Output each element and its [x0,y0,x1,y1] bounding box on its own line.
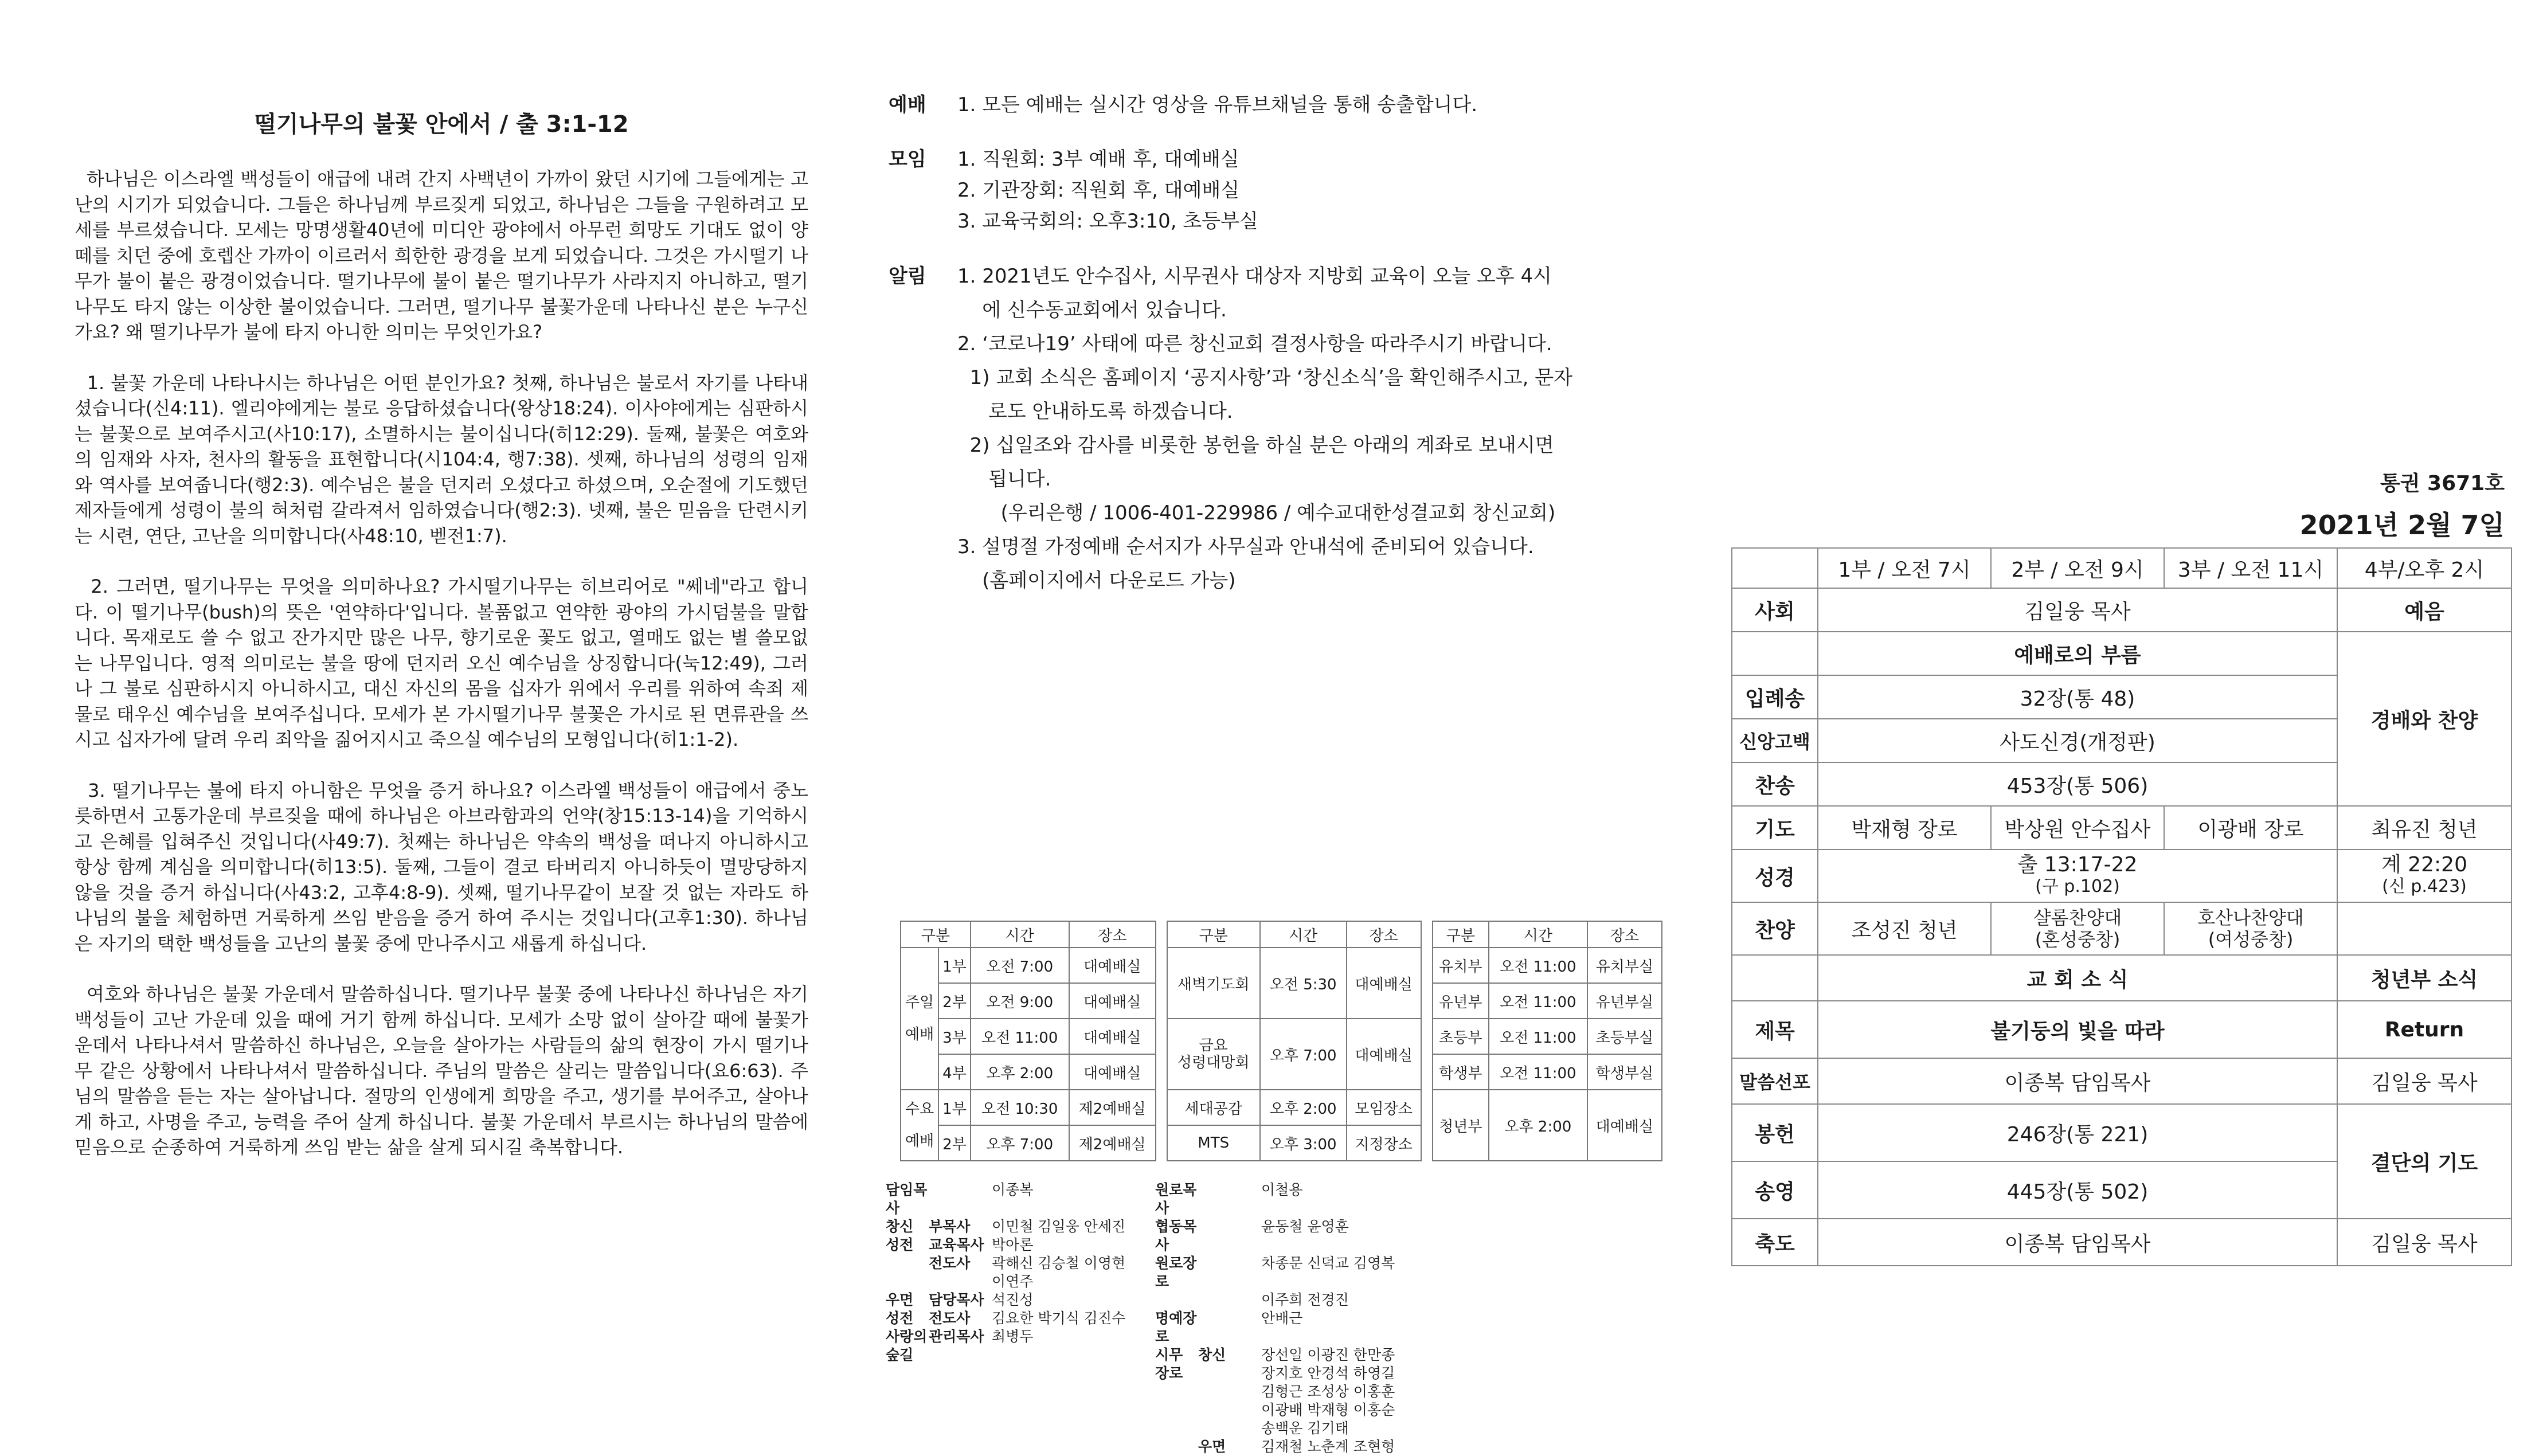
service-header: 4부/오후 2시 [2337,548,2511,588]
schedule-cell: 오후 7:00 [971,1125,1069,1161]
schedule-cell: 모임장소 [1347,1090,1421,1125]
schedule-cell: 2부 [938,983,970,1019]
staff-names: 곽해신 김승철 이영현 [992,1255,1126,1271]
staff-role: 원로목사 [1155,1181,1197,1216]
order-label: 사회 [1732,588,1818,632]
staff-role: 시무 [1155,1347,1183,1363]
order-youth: 청년부 소식 [2337,955,2511,1001]
schedule-header: 장소 [1069,921,1156,948]
staff-role [1155,1383,1198,1401]
staff-role [1198,1291,1261,1309]
notice-line: (홈페이지에서 다운로드 가능) [957,569,1236,592]
staff-role [1198,1254,1261,1291]
staff-role: 협동목사 [1155,1218,1197,1253]
staff-role: 숲길 [886,1347,914,1363]
sermon-paragraph: 하나님은 이스라엘 백성들이 애급에 내려 간지 사백년이 가까이 왔던 시기에 그들에게는 고난의 시기가 되었습니다. 그들은 하나님께 부르짖게 되었고, 하나님은 그들을 구원하려고 모세를 부르셨습니다. 모세는 망명생활40년에 미디안 광야에서 아무런 희망도 기대도 없이 양떼를 치던 중에 호렙산 가까이 이르러서 희한한 광경을 보게 되었습니다. 그것은 가시떨기 나무가 불이 붙은 광경이었습니다. 떨기나무에 불이 붙은 떨기나무가 사라지지 아니하고, 떨기나무도 타지 않는 이상한 불이었습니다. 그러면, 떨기나무 불꽃가운데 나타나신 분은 누구신가요? 왜 떨기나무가 불에 타지 아니한 의미는 무엇인가요? [75,168,809,343]
staff-row [1155,1291,1402,1309]
order-value: 32장(통 48) [1818,675,2337,719]
order-value: 445장(통 502) [1818,1161,2337,1219]
staff-role: 교육목사 [929,1236,984,1253]
staff-role: 부목사 [929,1218,971,1235]
table-row [1732,588,2511,632]
staff-role [929,1181,992,1218]
schedule-header-row [901,921,1662,948]
schedule-cell: 2부 [938,1125,970,1161]
schedule-cell: 3부 [938,1019,970,1054]
notice-worship [889,89,1680,121]
staff-role [929,1273,992,1291]
staff-names: 석진성 [992,1291,1034,1308]
issue-number: 통권 3671호 [2380,472,2505,495]
schedule-cell: 오전 11:00 [971,1019,1069,1054]
staff-role [1155,1291,1198,1309]
schedule-cell: 대예배실 [1347,948,1421,1019]
staff-row [886,1218,1155,1236]
table-row [901,1019,1662,1054]
sermon-paragraph: 2. 그러면, 떨기나무는 무엇을 의미하나요? 가시떨기나무는 히브리어로 "쎄네"라고 합니다. 이 떨기나무(bush)의 뜻은 '연약하다'입니다. 볼품없고 연약한 광야의 가시덤불을 말합니다. 목재로도 쓸 수 없고 잔가지만 많은 나무, 향기로운 꽃도 없고, 열매도 없는 별 쓸모없는 나무입니다. 영적 의미로는 불을 땅에 던지러 오신 예수님을 상징합니다(눅12:49), 그러나 그 불로 심판하시지 아니하시고, 대신 자신의 몸을 십자가 위에서 우리를 위하여 속죄 제물로 태우신 예수님을 보여주십니다. 모세가 본 가시떨기나무 불꽃은 가시로 된 면류관을 쓰시고 십자가에 달려 우리 죄악을 짊어지시고 죽으실 예수님의 모형입니다(히1:1-2). [75,576,808,750]
staff-names: 이철용 [1261,1181,1303,1198]
table-row [1732,850,2511,902]
schedule-cell: 오전 5:30 [1260,948,1347,1019]
schedule-cell: 대예배실 [1069,1054,1156,1090]
staff-role [1155,1438,1198,1456]
schedule-cell: 오전 11:00 [1489,948,1587,983]
staff-row [1155,1401,1402,1419]
order-youth: 경배와 찬양 [2337,632,2511,806]
staff-role [1155,1401,1198,1419]
order-value: 김일웅 목사 [1818,588,2337,632]
staff-names: 박아론 [992,1236,1034,1253]
staff-column-right [1155,1181,1402,1456]
notice-label: 알림 [889,265,926,288]
schedule-cell: 오후 2:00 [971,1054,1069,1090]
order-value: 조성진 청년 [1818,902,1991,955]
table-row [1732,1219,2511,1266]
table-row [1732,1001,2511,1058]
order-youth: 김일웅 목사 [2337,1058,2511,1104]
notice-line: 3. 교육국회의: 오후3:10, 초등부실 [957,210,1258,233]
table-row [1732,548,2511,588]
schedule-cell: 오전 11:00 [1489,1019,1587,1054]
schedule-header: 구분 [1167,921,1260,948]
schedule-cell: 초등부실 [1587,1019,1662,1054]
order-value: 샬롬찬양대 (혼성중창) [1991,902,2164,955]
staff-role: 담임목사 [886,1181,928,1216]
schedule-cell: 유년부 [1433,983,1489,1019]
schedule-cell: 학생부 [1433,1054,1489,1090]
staff-role: 우면 [886,1291,914,1308]
schedule-cell: 제2예배실 [1069,1090,1156,1125]
staff-names: 김형근 조성상 이홍훈 [1261,1383,1395,1400]
order-value: 246장(통 221) [1818,1104,2337,1161]
sermon-paragraph: 1. 불꽃 가운데 나타나시는 하나님은 어떤 분인가요? 첫째, 하나님은 불로서 자기를 나타내셨습니다(신4:11). 엘리야에게는 불로 응답하셨습니다(왕상18:24). 이사야에게는 심판하시는 불꽃으로 보여주시고(사10:17), 소멸하시는 불이십니다(히12:29). 둘째, 불꽃은 여호와의 임재와 사자, 천사의 활동을 표현합니다(시104:4, 행7:38). 셋째, 하나님의 성령의 임재와 역사를 보여줍니다(행2:3). 예수님은 불을 던지러 오셨다고 하셨으며, 오순절에 기도했던 제자들에게 성령이 불의 혀처럼 갈라져서 임하였습니다(행2:3). 넷째, 불은 믿음을 단련시키는 시련, 연단, 고난을 의미합니다(사48:10, 벧전1:7). [75,371,815,547]
service-header: 2부 / 오전 9시 [1991,548,2164,588]
schedule-cell: 학생부실 [1587,1054,1662,1090]
staff-role [886,1273,929,1291]
schedule-header: 시간 [1489,921,1587,948]
staff-row [1155,1218,1402,1254]
staff-role [1198,1383,1261,1401]
staff-row [1155,1346,1402,1364]
staff-row [1155,1254,1402,1291]
schedule-cell: 청년부 [1433,1090,1489,1161]
staff-role: 전도사 [929,1310,971,1326]
staff-role: 명예장로 [1155,1310,1197,1345]
order-youth: 계 22:20 (신 p.423) [2337,850,2511,902]
order-label: 제목 [1732,1001,1818,1058]
notice-meeting [889,144,1680,237]
sermon-paragraph: 여호와 하나님은 불꽃 가운데서 말씀하십니다. 떨기나무 불꽃 중에 나타나신 하나님은 자기 백성들이 고난 가운데 있을 때에 거기 함께 하십니다. 모세가 소망 없이 살아갈 때에 불꽃가운데서 나타나셔서 말씀하신 하나님은, 오늘을 살아가는 사람들의 삶의 현장이 가시 떨기나무 같은 상황에서 나타나셔서 말씀하십니다. 주님의 말씀은 살리는 말씀입니다(요6:63). 주님의 말씀을 듣는 자는 살아납니다. 절망의 인생에게 희망을 주고, 생기를 부어주고, 살아나게 하고, 사명을 주고, 능력을 주어 살게 하십니다. 불꽃 가운데서 부르시는 하나님의 말씀에 믿음으로 순종하여 거룩하게 쓰임 받는 삶을 살게 되시길 축복합니다. [75,983,815,1158]
staff-role: 성전 [886,1310,914,1326]
notice-label: 예배 [889,93,926,116]
notice-announce [889,260,1680,598]
staff-row [886,1291,1155,1309]
order-label: 입례송 [1732,675,1818,719]
notice-line: 로도 안내하도록 하겠습니다. [957,400,1233,423]
schedule-header: 장소 [1347,921,1421,948]
notice-line: 2. ‘코로나19’ 사태에 따른 창신교회 결정사항을 따라주시기 바랍니다. [957,332,1552,355]
schedule-cell: 오전 9:00 [971,983,1069,1019]
staff-role [1198,1309,1261,1346]
schedule-cell: 4부 [938,1054,970,1090]
order-label: 신앙고백 [1732,719,1818,762]
table-row [1732,902,2511,955]
staff-column-left [886,1181,1155,1364]
order-youth: 결단의 기도 [2337,1104,2511,1219]
schedule-cell: 오전 11:00 [1489,983,1587,1019]
schedule-cell: 오후 7:00 [1260,1019,1347,1090]
staff-row [886,1346,1155,1364]
staff-row [1155,1309,1402,1346]
notice-line: 3. 설명절 가정예배 순서지가 사무실과 안내석에 준비되어 있습니다. [957,535,1534,558]
schedule-cell: 오전 7:00 [971,948,1069,983]
order-youth: Return [2337,1001,2511,1058]
staff-names [992,1346,1155,1364]
staff-names: 안배근 [1261,1310,1303,1326]
staff-role [1198,1364,1261,1383]
order-value: 교 회 소 식 [1818,955,2337,1001]
notice-line: (우리은행 / 1006-401-229986 / 예수교대한성결교회 창신교회) [957,502,1556,525]
order-label: 기도 [1732,806,1818,850]
schedule-cell: 오전 11:00 [1489,1054,1587,1090]
staff-names: 이종복 [992,1181,1034,1198]
schedule-cell: 1부 [938,1090,970,1125]
order-value: 박재형 장로 [1818,806,1991,850]
staff-role: 장로 [1155,1365,1183,1381]
schedule-cell: 지정장소 [1347,1125,1421,1161]
schedule-header: 시간 [971,921,1069,948]
staff-role: 원로장로 [1155,1255,1197,1290]
notices-section [889,89,1680,621]
schedule-cell: 유년부실 [1587,983,1662,1019]
staff-names: 이민철 김일웅 안세진 [992,1218,1126,1235]
schedule-group: 수요 예배 [901,1090,938,1161]
staff-names: 이주희 전경진 [1261,1291,1349,1308]
schedule-cell: 대예배실 [1069,983,1156,1019]
staff-role: 창신 [886,1218,914,1235]
schedule-cell: 새벽기도회 [1167,948,1260,1019]
schedule-cell: MTS [1167,1125,1260,1161]
table-row [1732,1058,2511,1104]
table-row [1732,806,2511,850]
schedule-cell: 오후 2:00 [1260,1090,1347,1125]
staff-names: 최병두 [992,1328,1034,1345]
schedule-cell: 유치부실 [1587,948,1662,983]
staff-names: 차종문 신덕교 김영복 [1261,1255,1395,1271]
staff-role [886,1254,929,1273]
notice-line: 에 신수동교회에서 있습니다. [957,299,1227,322]
table-row [901,948,1662,983]
staff-row [886,1273,1155,1291]
staff-row [1155,1181,1402,1218]
sermon-paragraph: 3. 떨기나무는 불에 타지 아니함은 무엇을 증거 하나요? 이스라엘 백성들이 애급에서 중노릇하면서 고통가운데 부르짖을 때에 하나님은 아브라함과의 언약(창15:13-14)을 기억하시고 은혜를 입혀주신 것입니다(사49:7). 첫째는 하나님은 약속의 백성을 떠나지 아니하시고 항상 함께 계심을 의미합니다(히13:5). 둘째, 그들이 결코 타버리지 아니하듯이 멸망당하지 않을 것을 증거 하십니다(사43:2, 고후4:8-9). 셋째, 떨기나무같이 보잘 것 없는 자라도 하나님의 불을 체험하면 거룩하게 쓰임 받음을 증거 하여 주시는 것입니다(고후1:30). 하나님은 자기의 택한 백성들을 고난의 불꽃 중에 만나주시고 새롭게 하십니다. [75,779,815,954]
staff-row [1155,1438,1402,1456]
order-label: 찬송 [1732,762,1818,806]
staff-names: 송백운 김기태 [1261,1420,1349,1437]
service-header: 1부 / 오전 7시 [1818,548,1991,588]
schedule-cell: 초등부 [1433,1019,1489,1054]
schedule-cell: 대예배실 [1347,1019,1421,1090]
table-row [1732,1104,2511,1161]
staff-role: 성전 [886,1236,914,1253]
staff-row [886,1181,1155,1218]
schedule-header: 장소 [1587,921,1662,948]
staff-names: 장선일 이광진 한만종 [1261,1347,1395,1363]
order-value: 453장(통 506) [1818,762,2337,806]
staff-role: 관리목사 [929,1328,984,1345]
staff-row [886,1328,1155,1346]
staff-row [1155,1364,1402,1383]
notice-line: 1. 직원회: 3부 예배 후, 대예배실 [957,148,1239,171]
staff-role [1155,1419,1198,1438]
schedule-header: 시간 [1260,921,1347,948]
notice-label: 모임 [889,148,926,171]
schedule-cell: 세대공감 [1167,1090,1260,1125]
staff-role [1198,1181,1261,1218]
schedule-cell: 유치부 [1433,948,1489,983]
sermon-section [75,106,815,1185]
order-of-service [1731,547,2511,1266]
order-value: 예배로의 부름 [1818,632,2337,675]
schedule-cell: 대예배실 [1069,948,1156,983]
order-label: 성경 [1732,850,1818,902]
order-youth: 예음 [2337,588,2511,632]
notice-line: 1. 2021년도 안수집사, 시무권사 대상자 지방회 교육이 오늘 오후 4시 [957,265,1552,288]
staff-names: 김요한 박기식 김진수 [992,1310,1126,1326]
schedule-header: 구분 [901,921,971,948]
staff-names: 윤동철 윤영훈 [1261,1218,1349,1235]
staff-role [1198,1401,1261,1419]
staff-names: 이연주 [992,1273,1034,1290]
staff-role: 담당목사 [929,1291,984,1308]
table-row [901,1090,1662,1125]
schedule-group: 주일 예배 [901,948,938,1090]
order-label: 말씀선포 [1732,1058,1818,1104]
staff-names: 김재철 노춘계 조현형 [1261,1438,1395,1455]
schedule-cell: 대예배실 [1069,1019,1156,1054]
staff-row [1155,1383,1402,1401]
order-value: 박상원 안수집사 [1991,806,2164,850]
notice-line: 2) 십일조와 감사를 비롯한 봉헌을 하실 분은 아래의 계좌로 보내시면 [957,434,1554,457]
order-value: 호산나찬양대 (여성중창) [2164,902,2337,955]
schedule-cell: 오후 3:00 [1260,1125,1347,1161]
order-youth: 최유진 청년 [2337,806,2511,850]
schedule-cell: 오후 2:00 [1489,1090,1587,1161]
schedule-cell: 1부 [938,948,970,983]
table-row [1732,955,2511,1001]
staff-role: 사랑의 [886,1328,928,1345]
staff-role: 전도사 [929,1255,971,1271]
staff-role: 우면 [1198,1438,1226,1455]
schedule-header: 구분 [1433,921,1489,948]
table-row [1732,632,2511,675]
notice-line: 1. 모든 예배는 실시간 영상을 유튜브채널을 통해 송출합니다. [957,93,1478,116]
order-value: 출 13:17-22 (구 p.102) [1818,850,2337,902]
notice-line: 됩니다. [957,468,1051,491]
staff-row [886,1309,1155,1328]
staff-names: 장지호 안경석 하영길 [1261,1365,1395,1381]
staff-row [886,1254,1155,1273]
order-value: 사도신경(개정판) [1818,719,2337,762]
notice-line: 2. 기관장회: 직원회 후, 대예배실 [957,179,1240,202]
staff-role [1198,1218,1261,1254]
order-youth: 김일웅 목사 [2337,1219,2511,1266]
order-value: 이종복 담임목사 [1818,1219,2337,1266]
schedule-table [900,921,1662,1161]
staff-row [886,1236,1155,1254]
notice-line: 1) 교회 소식은 홈페이지 ‘공지사항’과 ‘창신소식’을 확인해주시고, 문자 [957,366,1572,389]
order-value: 불기둥의 빛을 따라 [1818,1001,2337,1058]
staff-role: 창신 [1198,1347,1226,1363]
order-value: 이광배 장로 [2164,806,2337,850]
staff-list [886,1181,1402,1455]
staff-row [1155,1419,1402,1438]
schedule-cell: 대예배실 [1587,1090,1662,1161]
staff-names: 이광배 박재형 이홍순 [1261,1402,1395,1418]
bulletin-date: 2021년 2월 7일 [2299,510,2505,541]
order-value: 이종복 담임목사 [1818,1058,2337,1104]
service-header: 3부 / 오전 11시 [2164,548,2337,588]
schedule-cell: 오전 10:30 [971,1090,1069,1125]
staff-role [929,1346,992,1364]
staff-role [1198,1419,1261,1438]
order-label: 송영 [1732,1161,1818,1219]
sermon-title: 떨기나무의 불꽃 안에서 / 출 3:1-12 [254,111,629,138]
order-label: 봉헌 [1732,1104,1818,1161]
schedule-cell: 금요 성령대망회 [1167,1019,1260,1090]
schedule-cell: 제2예배실 [1069,1125,1156,1161]
order-label: 축도 [1732,1219,1818,1266]
order-label: 찬양 [1732,902,1818,955]
